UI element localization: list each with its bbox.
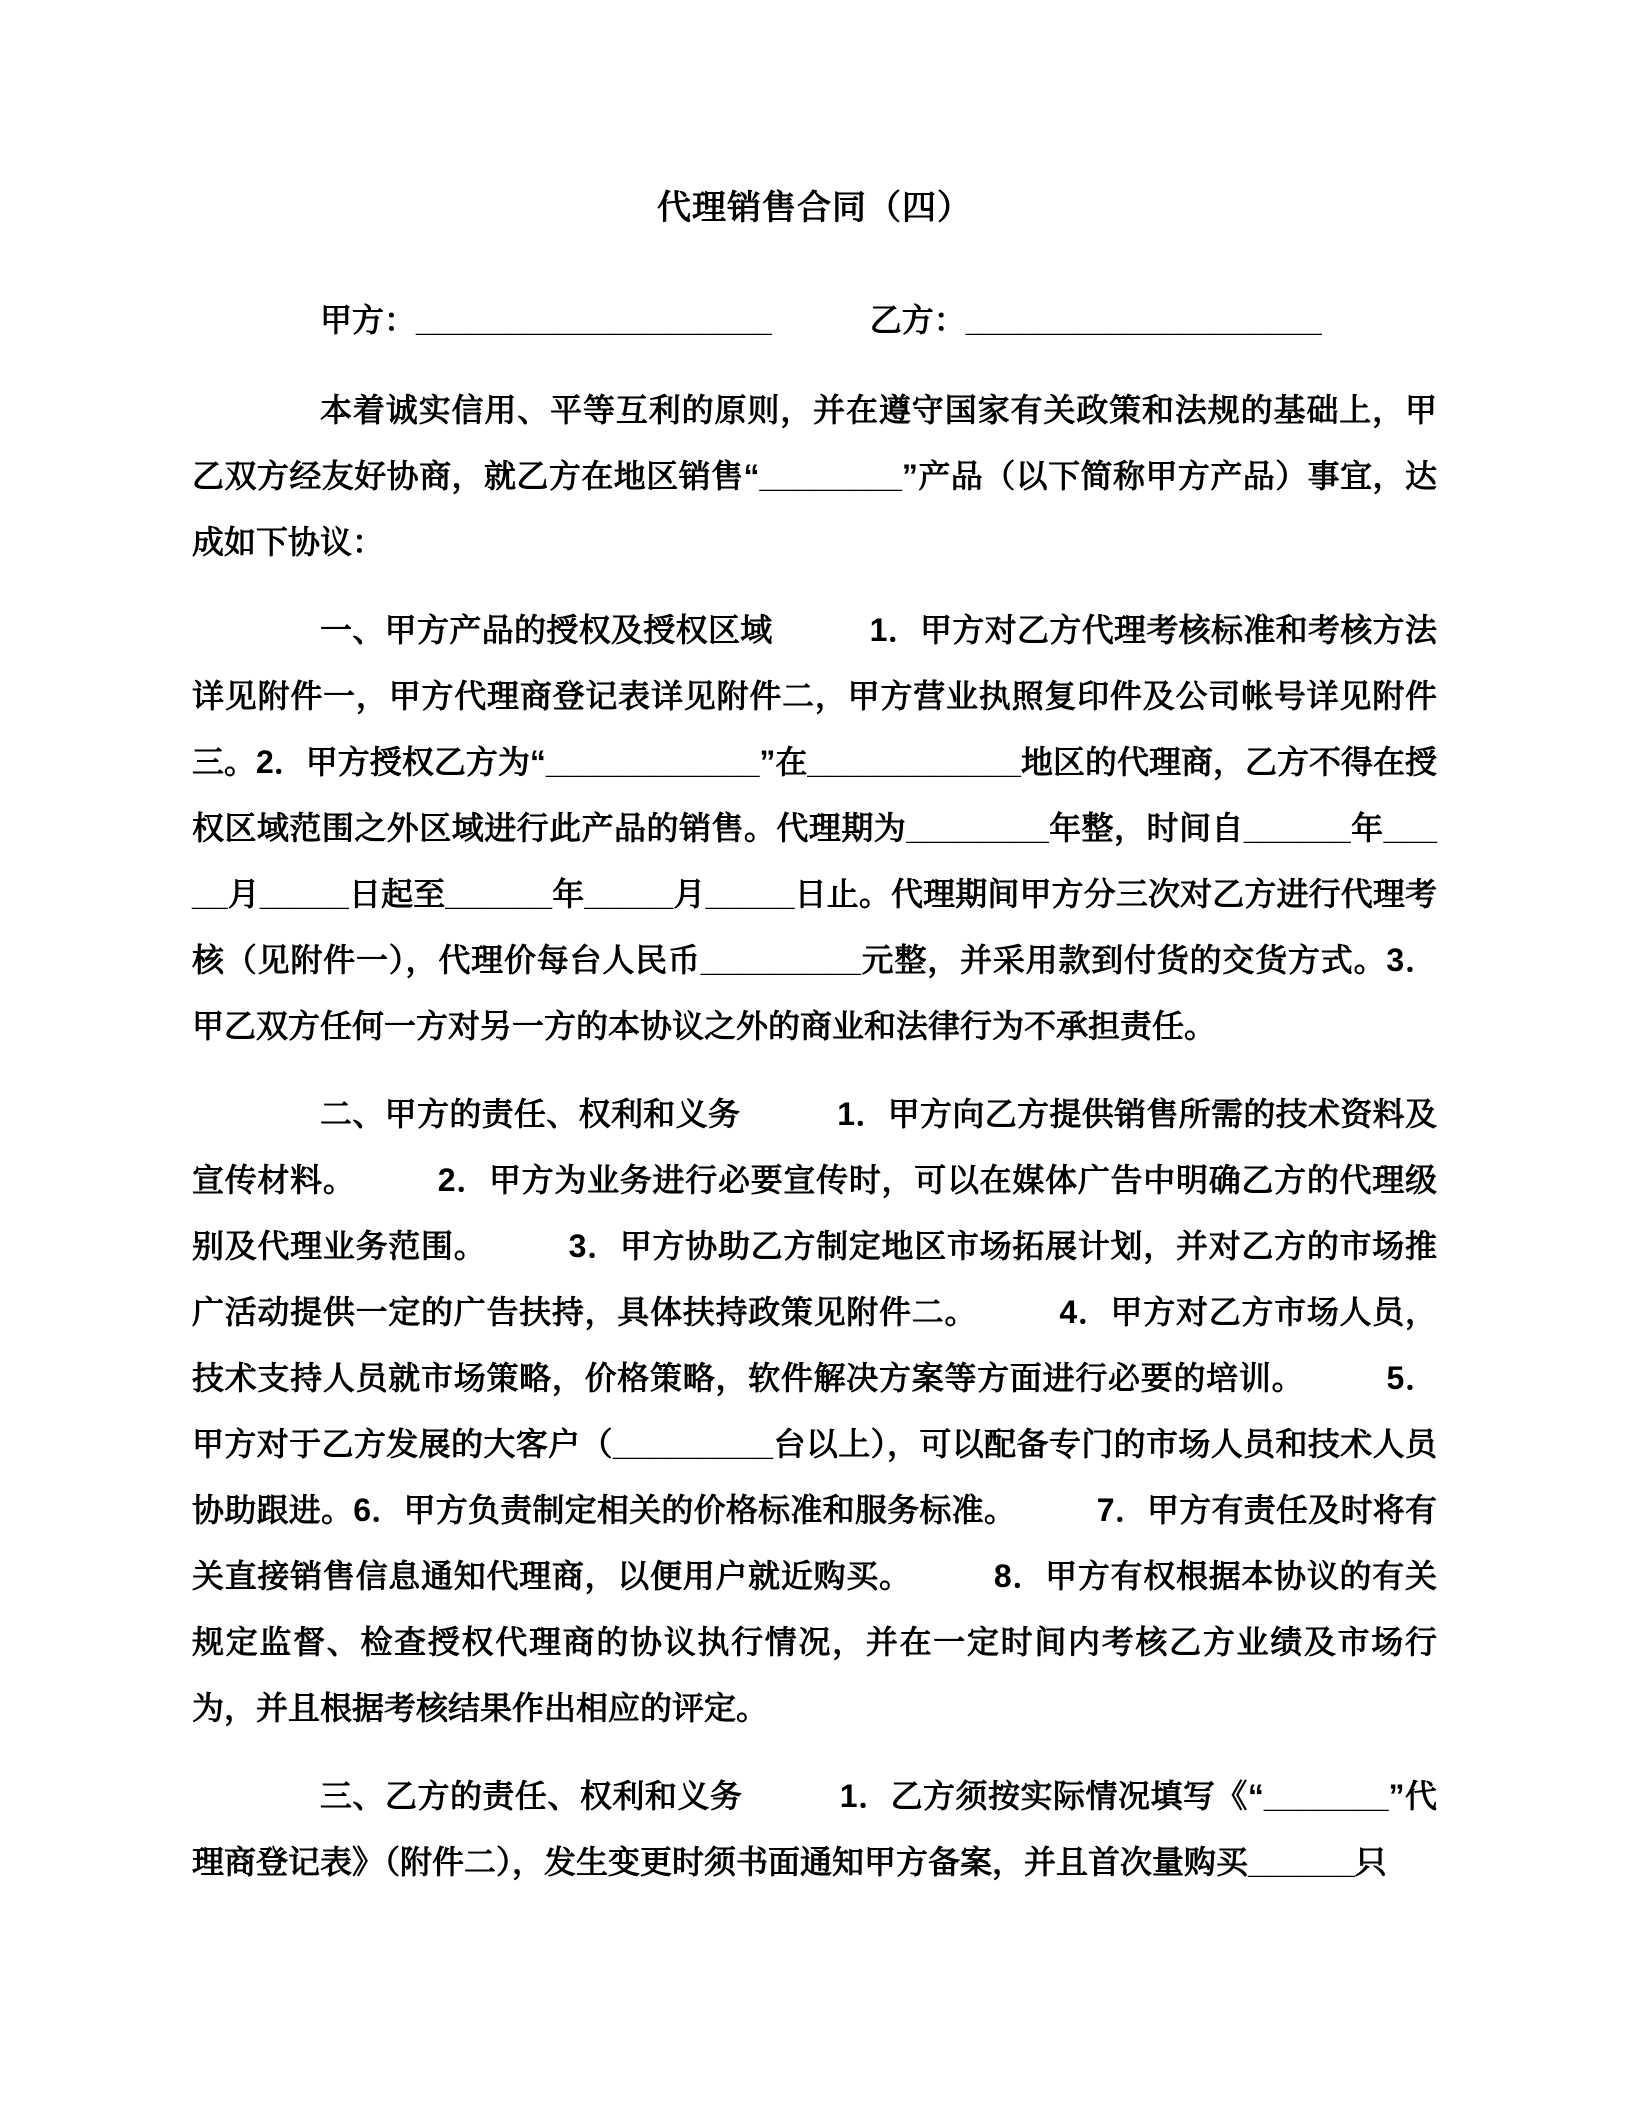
intro-paragraph: 本着诚实信用、平等互利的原则，并在遵守国家有关政策和法规的基础上，甲乙双方经友好协商，就乙方在地区销售“________”产品（以下简称甲方产品）事宜，达成如下协议：: [192, 392, 1437, 560]
section-1-paragraph: 一、甲方产品的授权及授权区域 1．甲方对乙方代理考核标准和考核方法详见附件一，甲方代理商登记表详见附件二，甲方营业执照复印件及公司帐号详见附件三。2．甲方授权乙方为“____________”在____________地区的代理商，乙方不得在授权区域范围之外区域进行此产品的销售。代理期为________年整，时间自______年_____月_____日起至______年_____月_____日止。代理期间甲方分三次对乙方进行代理考核（见附件一），代理价每台人民币_________元整，并采用款到付货的交货方式。3．甲乙双方任何一方对另一方的本协议之外的商业和法律行为不承担责任。: [192, 612, 1437, 1044]
section-3-paragraph: 三、乙方的责任、权利和义务 1．乙方须按实际情况填写《“_______”代理商登记表》（附件二），发生变更时须书面通知甲方备案，并且首次量购买______只: [192, 1778, 1437, 1880]
party-a-field: 甲方：____________________: [320, 302, 772, 338]
document-title: 代理销售合同（四）: [657, 189, 972, 227]
party-b-field: 乙方：____________________: [869, 302, 1322, 338]
party-line: [192, 287, 1437, 353]
section-2-paragraph: 二、甲方的责任、权利和义务 1．甲方向乙方提供销售所需的技术资料及宣传材料。 2．甲方为业务进行必要宣传时，可以在媒体广告中明确乙方的代理级别及代理业务范围。 3．甲方协助乙方制定地区市场拓展计划，并对乙方的市场推广活动提供一定的广告扶持，具体扶持政策见附件二。 4．甲方对乙方市场人员，技术支持人员就市场策略，价格策略，软件解决方案等方面进行必要的培训。 5．甲方对于乙方发展的大客户（_________台以上），可以配备专门的市场人员和技术人员协助跟进。6．甲方负责制定相关的价格标准和服务标准。 7．甲方有责任及时将有关直接销售信息通知代理商，以便用户就近购买。 8．甲方有权根据本协议的有关规定监督、检查授权代理商的协议执行情况，并在一定时间内考核乙方业绩及市场行为，并且根据考核结果作出相应的评定。: [192, 1096, 1437, 1726]
